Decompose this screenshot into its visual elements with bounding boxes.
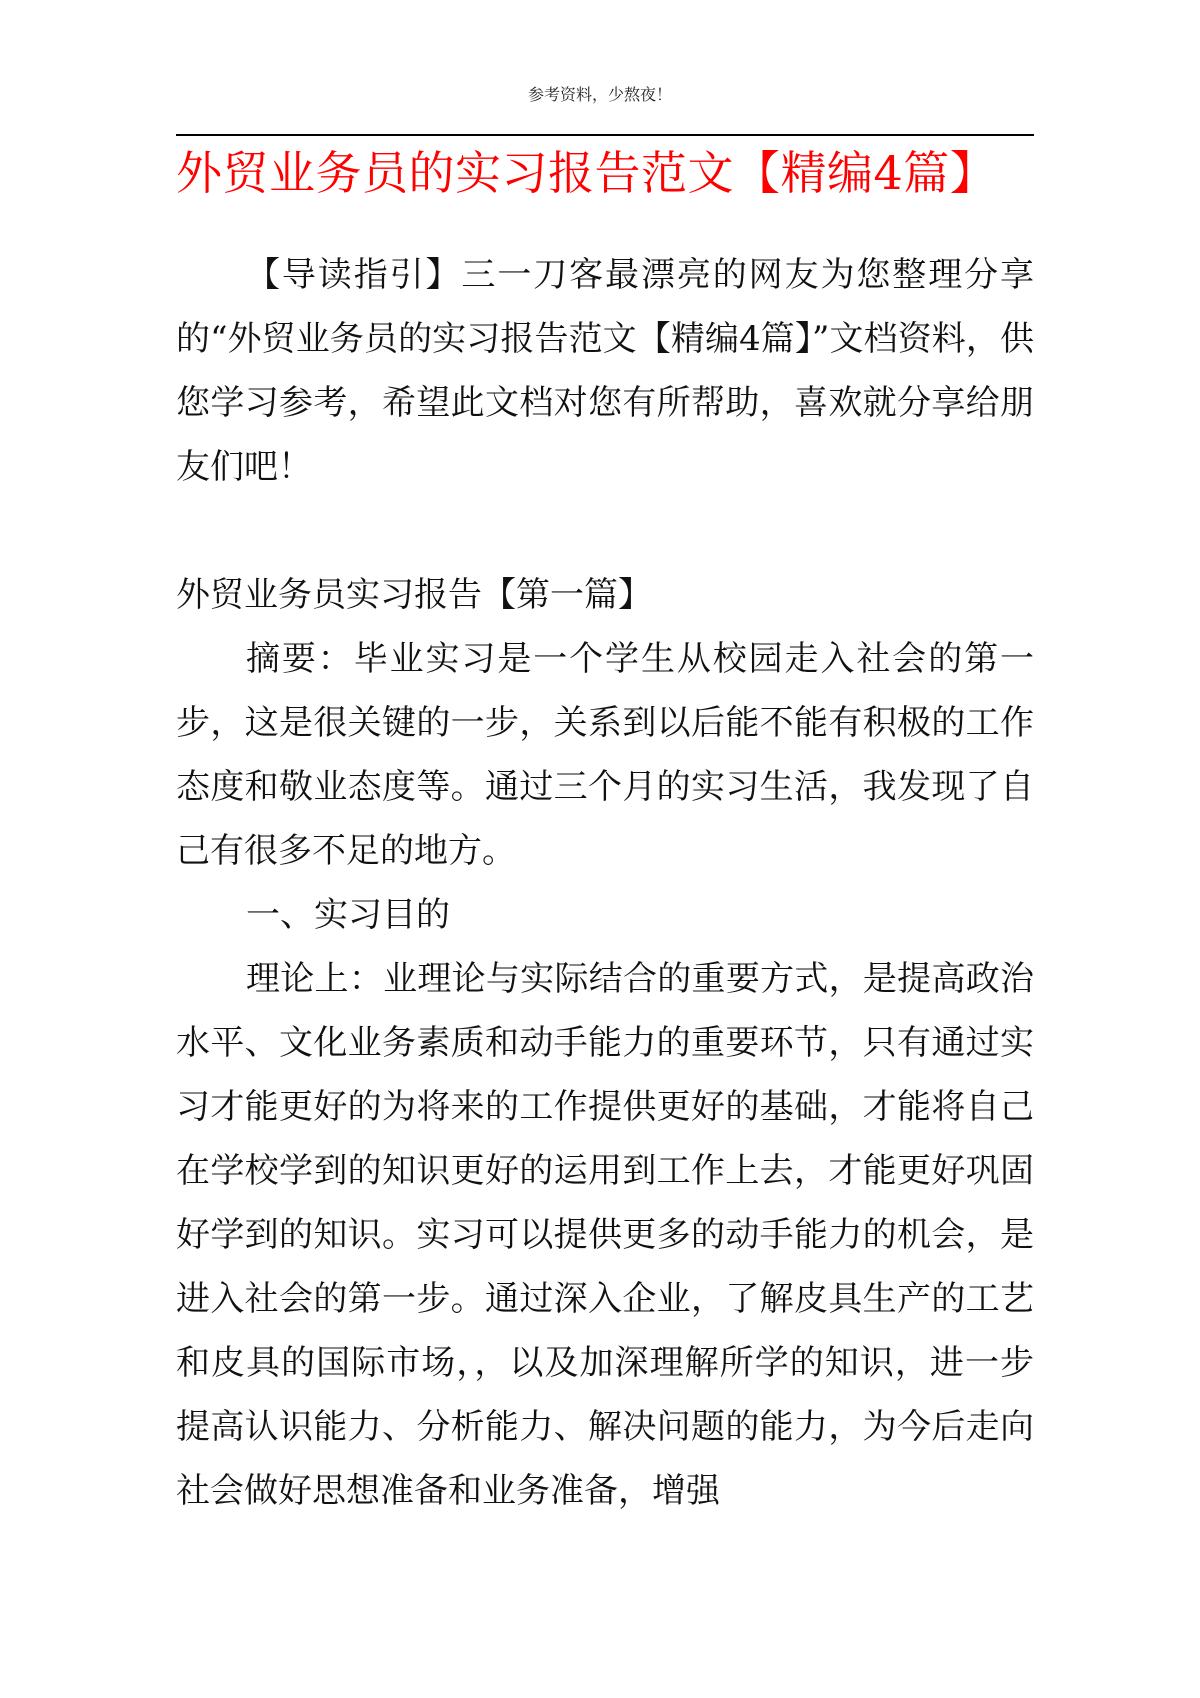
body-paragraph: 理论上：业理论与实际结合的重要方式，是提高政治水平、文化业务素质和动手能力的重要环节，只有通过实习才能更好的为将来的工作提供更好的基础，才能将自己在学校学到的知识更好的运用到工作上去，才能更好巩固好学到的知识。实习可以提供更多的动手能力的机会，是进入社会的第一步。通过深入企业，了解皮具生产的工艺和皮具的国际市场，，以及加深理解所学的知识，进一步提高认识能力、分析能力、解决问题的能力，为今后走向社会做好思想准备和业务准备，增强 xyxy=(176,959,1034,1511)
title-divider xyxy=(176,134,1034,136)
abstract-paragraph: 摘要：毕业实习是一个学生从校园走入社会的第一步，这是很关键的一步，关系到以后能不能有积极的工作态度和敬业态度等。通过三个月的实习生活，我发现了自己有很多不足的地方。 xyxy=(176,639,1034,871)
section-heading: 外贸业务员实习报告【第一篇】 xyxy=(176,575,652,615)
paragraph-spacer xyxy=(176,499,1034,563)
header-note: 参考资料，少熬夜！ xyxy=(527,85,672,104)
document-body xyxy=(176,243,1034,1523)
document-title: 外贸业务员的实习报告范文【精编4篇】 xyxy=(176,146,997,200)
intro-paragraph: 【导读指引】三一刀客最漂亮的网友为您整理分享的“外贸业务员的实习报告范文【精编4篇】”文档资料，供您学习参考，希望此文档对您有所帮助，喜欢就分享给朋友们吧！ xyxy=(176,255,1034,487)
section-subheading: 一、实习目的 xyxy=(246,895,450,935)
